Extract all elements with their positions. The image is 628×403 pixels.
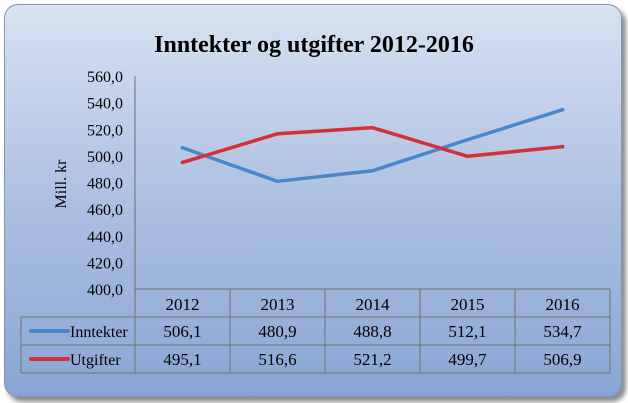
y-tick-label: 400,0 [87,282,123,299]
y-tick-label: 480,0 [87,175,123,193]
x-tick-label: 2013 [260,295,295,314]
table-value-utgifter: 521,2 [353,350,392,369]
y-tick-label: 520,0 [87,122,123,140]
data-point-inntekter [276,180,280,184]
table-value-utgifter: 499,7 [448,350,487,369]
y-tick-label: 460,0 [87,202,123,220]
series-line-utgifter [183,128,563,163]
y-tick-label: 420,0 [87,255,123,273]
data-point-utgifter [561,145,565,149]
x-tick-label: 2012 [165,295,200,314]
data-point-utgifter [276,132,280,136]
data-point-inntekter [371,169,375,173]
data-point-inntekter [561,108,565,112]
table-value-inntekter: 534,7 [543,322,582,341]
x-tick-label: 2014 [355,295,390,314]
table-value-inntekter: 488,8 [353,322,392,341]
y-tick-label: 440,0 [87,228,123,246]
y-tick-label: 500,0 [87,148,123,166]
y-axis-label: Mill. kr [53,159,70,209]
data-point-utgifter [466,154,470,158]
y-tick-label: 540,0 [87,95,123,113]
table-value-inntekter: 506,1 [163,322,202,341]
table-value-inntekter: 512,1 [448,322,487,341]
data-point-inntekter [466,138,470,142]
data-point-utgifter [371,126,375,130]
table-value-utgifter: 495,1 [163,350,202,369]
data-point-utgifter [181,161,185,165]
table-value-utgifter: 506,9 [543,350,582,369]
x-tick-label: 2015 [450,295,485,314]
table-value-inntekter: 480,9 [258,322,297,341]
y-tick-label: 560,0 [87,69,123,86]
chart-title: Inntekter og utgifter 2012-2016 [154,32,474,58]
legend-label-inntekter: Inntekter [70,324,128,341]
x-tick-label: 2016 [545,295,580,314]
legend-label-utgifter: Utgifter [70,352,121,369]
data-point-inntekter [181,146,185,150]
table-value-utgifter: 516,6 [258,350,297,369]
